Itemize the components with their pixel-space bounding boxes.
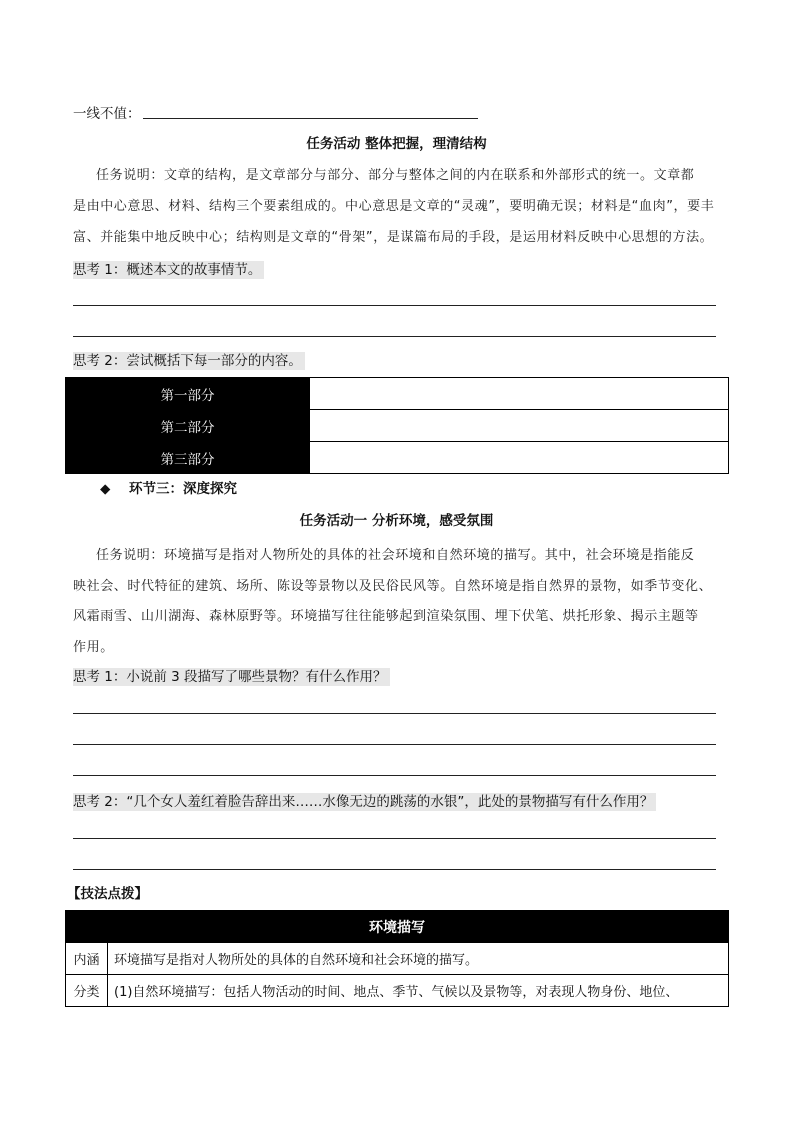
tips-heading: 【技法点拨】 [67, 886, 148, 902]
technique-table-title: 环境描写 [66, 911, 729, 943]
task2-desc-line-4: 作用。 [73, 640, 114, 655]
table-row [66, 911, 729, 943]
task1-question-1: 思考 1：概述本文的故事情节。 [73, 261, 264, 279]
task1-title: 任务活动 整体把握，理清结构 [306, 136, 487, 152]
task1-desc-line-3: 富、并能集中地反映中心；结构则是文章的“骨架”，是谋篇布局的手段，是运用材料反映中心思想的方法。 [73, 230, 714, 245]
task2-title: 任务活动一 分析环境，感受氛围 [299, 513, 494, 529]
answer-line[interactable] [73, 713, 716, 714]
top-answer-line[interactable] [143, 118, 478, 119]
task1-desc-line-2: 是由中心意思、材料、结构三个要素组成的。中心意思是文章的“灵魂”，要明确无误；材料是“血肉”，要丰 [73, 199, 715, 214]
top-line-label: 一线不值： [73, 106, 141, 122]
task2-desc-line-1: 任务说明：环境描写是指对人物所处的具体的社会环境和自然环境的描写。其中，社会环境是指能反 [96, 548, 695, 563]
task1-desc-line-1: 任务说明：文章的结构，是文章部分与部分、部分与整体之间的内在联系和外部形式的统一。文章都 [96, 168, 695, 183]
part-answer-cell[interactable] [310, 442, 729, 474]
answer-line[interactable] [73, 838, 716, 839]
table-row [66, 943, 729, 975]
technique-row-content: 环境描写是指对人物所处的具体的自然环境和社会环境的描写。 [108, 943, 729, 975]
part-answer-cell[interactable] [310, 410, 729, 442]
task2-question-2: 思考 2：“几个女人羞红着脸告辞出来……水像无边的跳荡的水银”，此处的景物描写有什么作用？ [73, 793, 656, 811]
answer-line[interactable] [73, 336, 716, 337]
table-row [66, 975, 729, 1007]
diamond-bullet-icon: ◆ [100, 481, 111, 497]
part-label: 第一部分 [66, 378, 310, 410]
table-row [66, 442, 729, 474]
answer-line[interactable] [73, 775, 716, 776]
answer-line[interactable] [73, 305, 716, 306]
task1-question-2: 思考 2：尝试概括下每一部分的内容。 [73, 352, 305, 370]
technique-table [65, 910, 729, 1007]
task2-question-1: 思考 1：小说前 3 段描写了哪些景物？有什么作用？ [73, 668, 390, 686]
table-row [66, 410, 729, 442]
technique-row-content: (1)自然环境描写：包括人物活动的时间、地点、季节、气候以及景物等，对表现人物身份、地位、 [108, 975, 729, 1007]
part-label: 第三部分 [66, 442, 310, 474]
technique-row-label: 内涵 [66, 943, 108, 975]
task2-desc-line-2: 映社会、时代特征的建筑、场所、陈设等景物以及民俗民风等。自然环境是指自然界的景物，如季节变化、 [73, 579, 713, 594]
part-answer-cell[interactable] [310, 378, 729, 410]
answer-line[interactable] [73, 744, 716, 745]
technique-row-label: 分类 [66, 975, 108, 1007]
answer-line[interactable] [73, 869, 716, 870]
section-title: 环节三：深度探究 [129, 481, 237, 497]
table-row [66, 378, 729, 410]
parts-table [65, 377, 729, 474]
task2-desc-line-3: 风霜雨雪、山川湖海、森林原野等。环境描写往往能够起到渲染氛围、埋下伏笔、烘托形象、揭示主题等 [73, 609, 699, 624]
part-label: 第二部分 [66, 410, 310, 442]
